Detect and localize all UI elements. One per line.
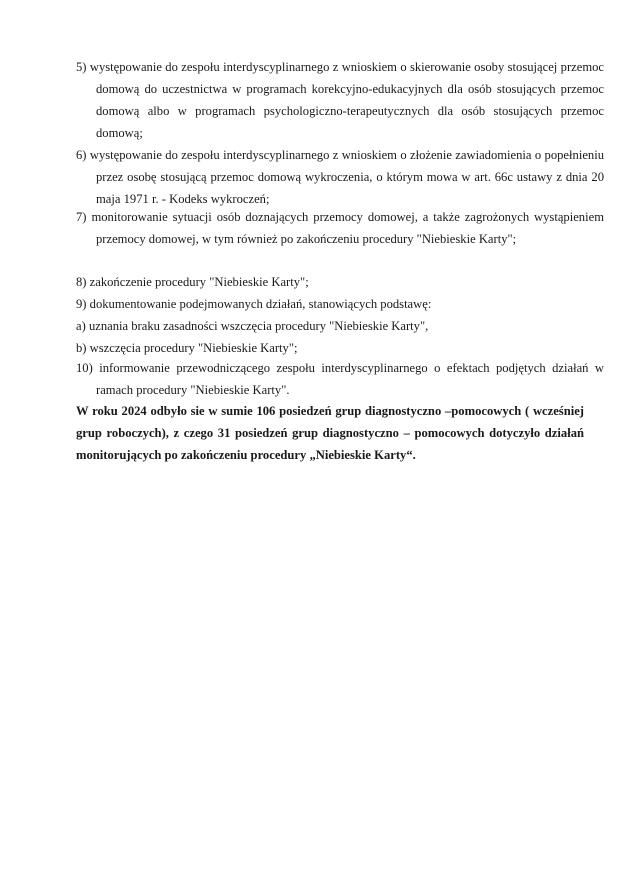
list-text: zakończenie procedury "Niebieskie Karty"; — [89, 275, 309, 289]
list-text: informowanie przewodniczącego zespołu interdyscyplinarnego o efektach podjętych działań w ramach procedury "Niebieskie Karty". — [96, 361, 604, 397]
list-text: występowanie do zespołu interdyscyplinarnego z wnioskiem o złożenie zawiadomienia o popełnieniu przez osobę stosującą przemoc domową wykroczenia, o którym mowa w art. 66c ustawy z dnia 20 maja 1971 r. - Kodeks wykroczeń; — [89, 148, 605, 206]
list-text: monitorowanie sytuacji osób doznających przemocy domowej, a także zagrożonych wystąpieniem przemocy domowej, w tym również po zakończeniu procedury "Niebieskie Karty"; — [91, 210, 604, 246]
list-item-9 — [76, 293, 584, 315]
list-item-6 — [76, 144, 604, 210]
list-item-10 — [76, 357, 604, 401]
list-marker: 7) — [76, 210, 87, 224]
list-marker: 5) — [76, 60, 87, 74]
list-text: wszczęcia procedury "Niebieskie Karty"; — [89, 341, 298, 355]
list-text: uznania braku zasadności wszczęcia procedury "Niebieskie Karty", — [88, 319, 429, 333]
list-item-8 — [76, 271, 584, 293]
list-marker: 9) — [76, 297, 87, 311]
list-marker: b) — [76, 341, 87, 355]
list-marker: 10) — [76, 361, 93, 375]
list-marker: 8) — [76, 275, 87, 289]
list-item-5 — [76, 56, 604, 144]
list-item-a — [76, 315, 584, 337]
list-item-b — [76, 337, 584, 359]
list-marker: a) — [76, 319, 86, 333]
list-text: występowanie do zespołu interdyscyplinarnego z wnioskiem o skierowanie osoby stosującej przemoc domową do uczestnictwa w programach korekcyjno-edukacyjnych dla osób stosujących przemoc domową albo w programach psychologiczno-terapeutycznych dla osób stosujących przemoc domową; — [89, 60, 605, 140]
list-item-7 — [76, 206, 604, 250]
list-marker: 6) — [76, 148, 87, 162]
summary-paragraph: W roku 2024 odbyło sie w sumie 106 posiedzeń grup diagnostyczno –pomocowych ( wcześniej grup roboczych), z czego 31 posiedzeń grup diagnostyczno – pomocowych dotyczyło działań monitorujących po zakończeniu procedury „Niebieskie Karty“. — [76, 404, 584, 462]
list-text: dokumentowanie podejmowanych działań, stanowiących podstawę: — [89, 297, 432, 311]
